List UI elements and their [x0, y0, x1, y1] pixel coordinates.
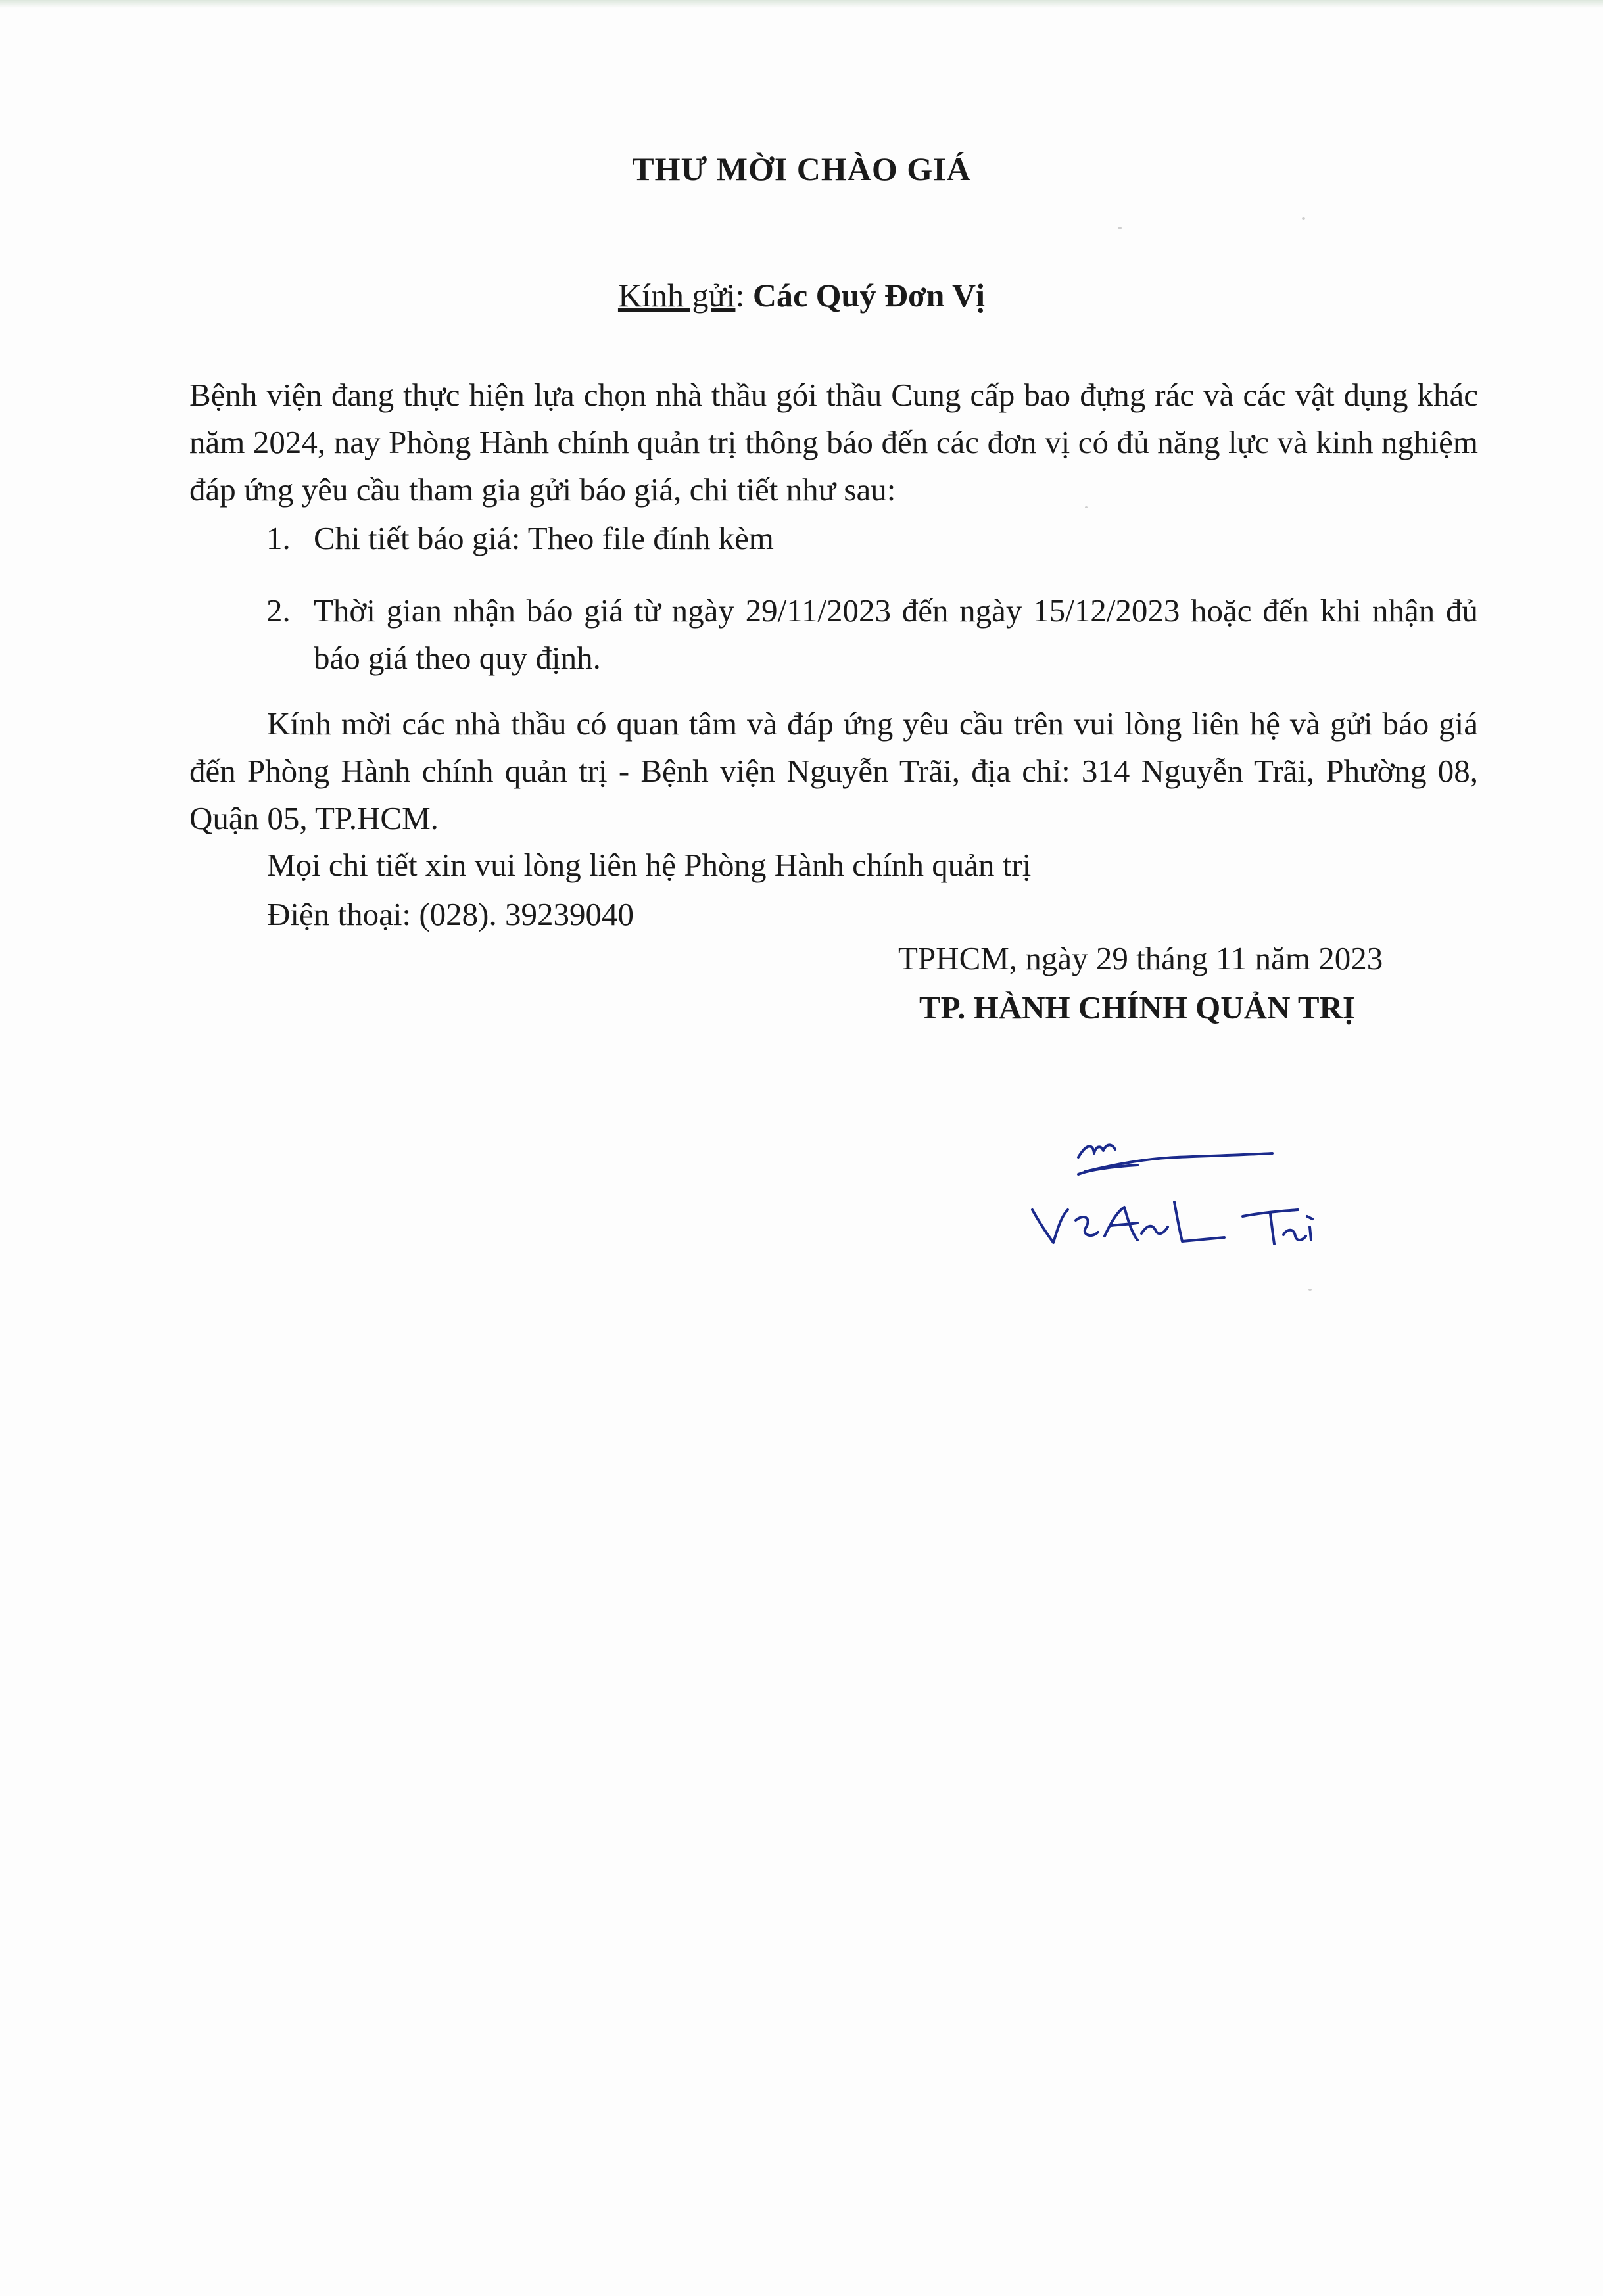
list-item-number: 2.	[266, 592, 291, 629]
scan-speck	[1308, 1289, 1312, 1291]
scan-speck	[1302, 217, 1305, 220]
salutation	[0, 276, 1603, 314]
salutation-separator: :	[735, 277, 753, 314]
document-title: THƯ MỜI CHÀO GIÁ	[632, 151, 971, 187]
handwritten-signature	[1013, 1118, 1354, 1276]
scan-speck	[1118, 227, 1122, 229]
list-item-text: Thời gian nhận báo giá từ ngày 29/11/2023 đến ngày 15/12/2023 hoặc đến khi nhận đủ báo giá theo quy định.	[314, 592, 1478, 676]
list-item-text: Chi tiết báo giá: Theo file đính kèm	[314, 520, 774, 556]
date-line: TPHCM, ngày 29 tháng 11 năm 2023	[898, 940, 1383, 976]
scan-speck	[1085, 506, 1088, 508]
salutation-label: Kính gửi	[617, 277, 736, 314]
salutation-recipient: Các Quý Đơn Vị	[752, 277, 986, 314]
intro-paragraph: Bệnh viện đang thực hiện lựa chọn nhà thầu gói thầu Cung cấp bao đựng rác và các vật dụng khác năm 2024, nay Phòng Hành chính quản trị thông báo đến các đơn vị có đủ năng lực và kinh nghiệm đáp ứng yêu cầu tham gia gửi báo giá, chi tiết như sau:	[189, 377, 1478, 508]
phone-line: Điện thoại: (028). 39239040	[267, 896, 634, 932]
contact-line: Mọi chi tiết xin vui lòng liên hệ Phòng Hành chính quản trị	[267, 847, 1032, 883]
scan-edge	[0, 0, 1603, 8]
invitation-paragraph: Kính mời các nhà thầu có quan tâm và đáp ứng yêu cầu trên vui lòng liên hệ và gửi báo giá đến Phòng Hành chính quản trị - Bệnh viện Nguyễn Trãi, địa chỉ: 314 Nguyễn Trãi, Phường 08, Quận 05, TP.HCM.	[189, 706, 1478, 836]
department-name: TP. HÀNH CHÍNH QUẢN TRỊ	[919, 990, 1355, 1026]
list-item-number: 1.	[266, 520, 291, 556]
